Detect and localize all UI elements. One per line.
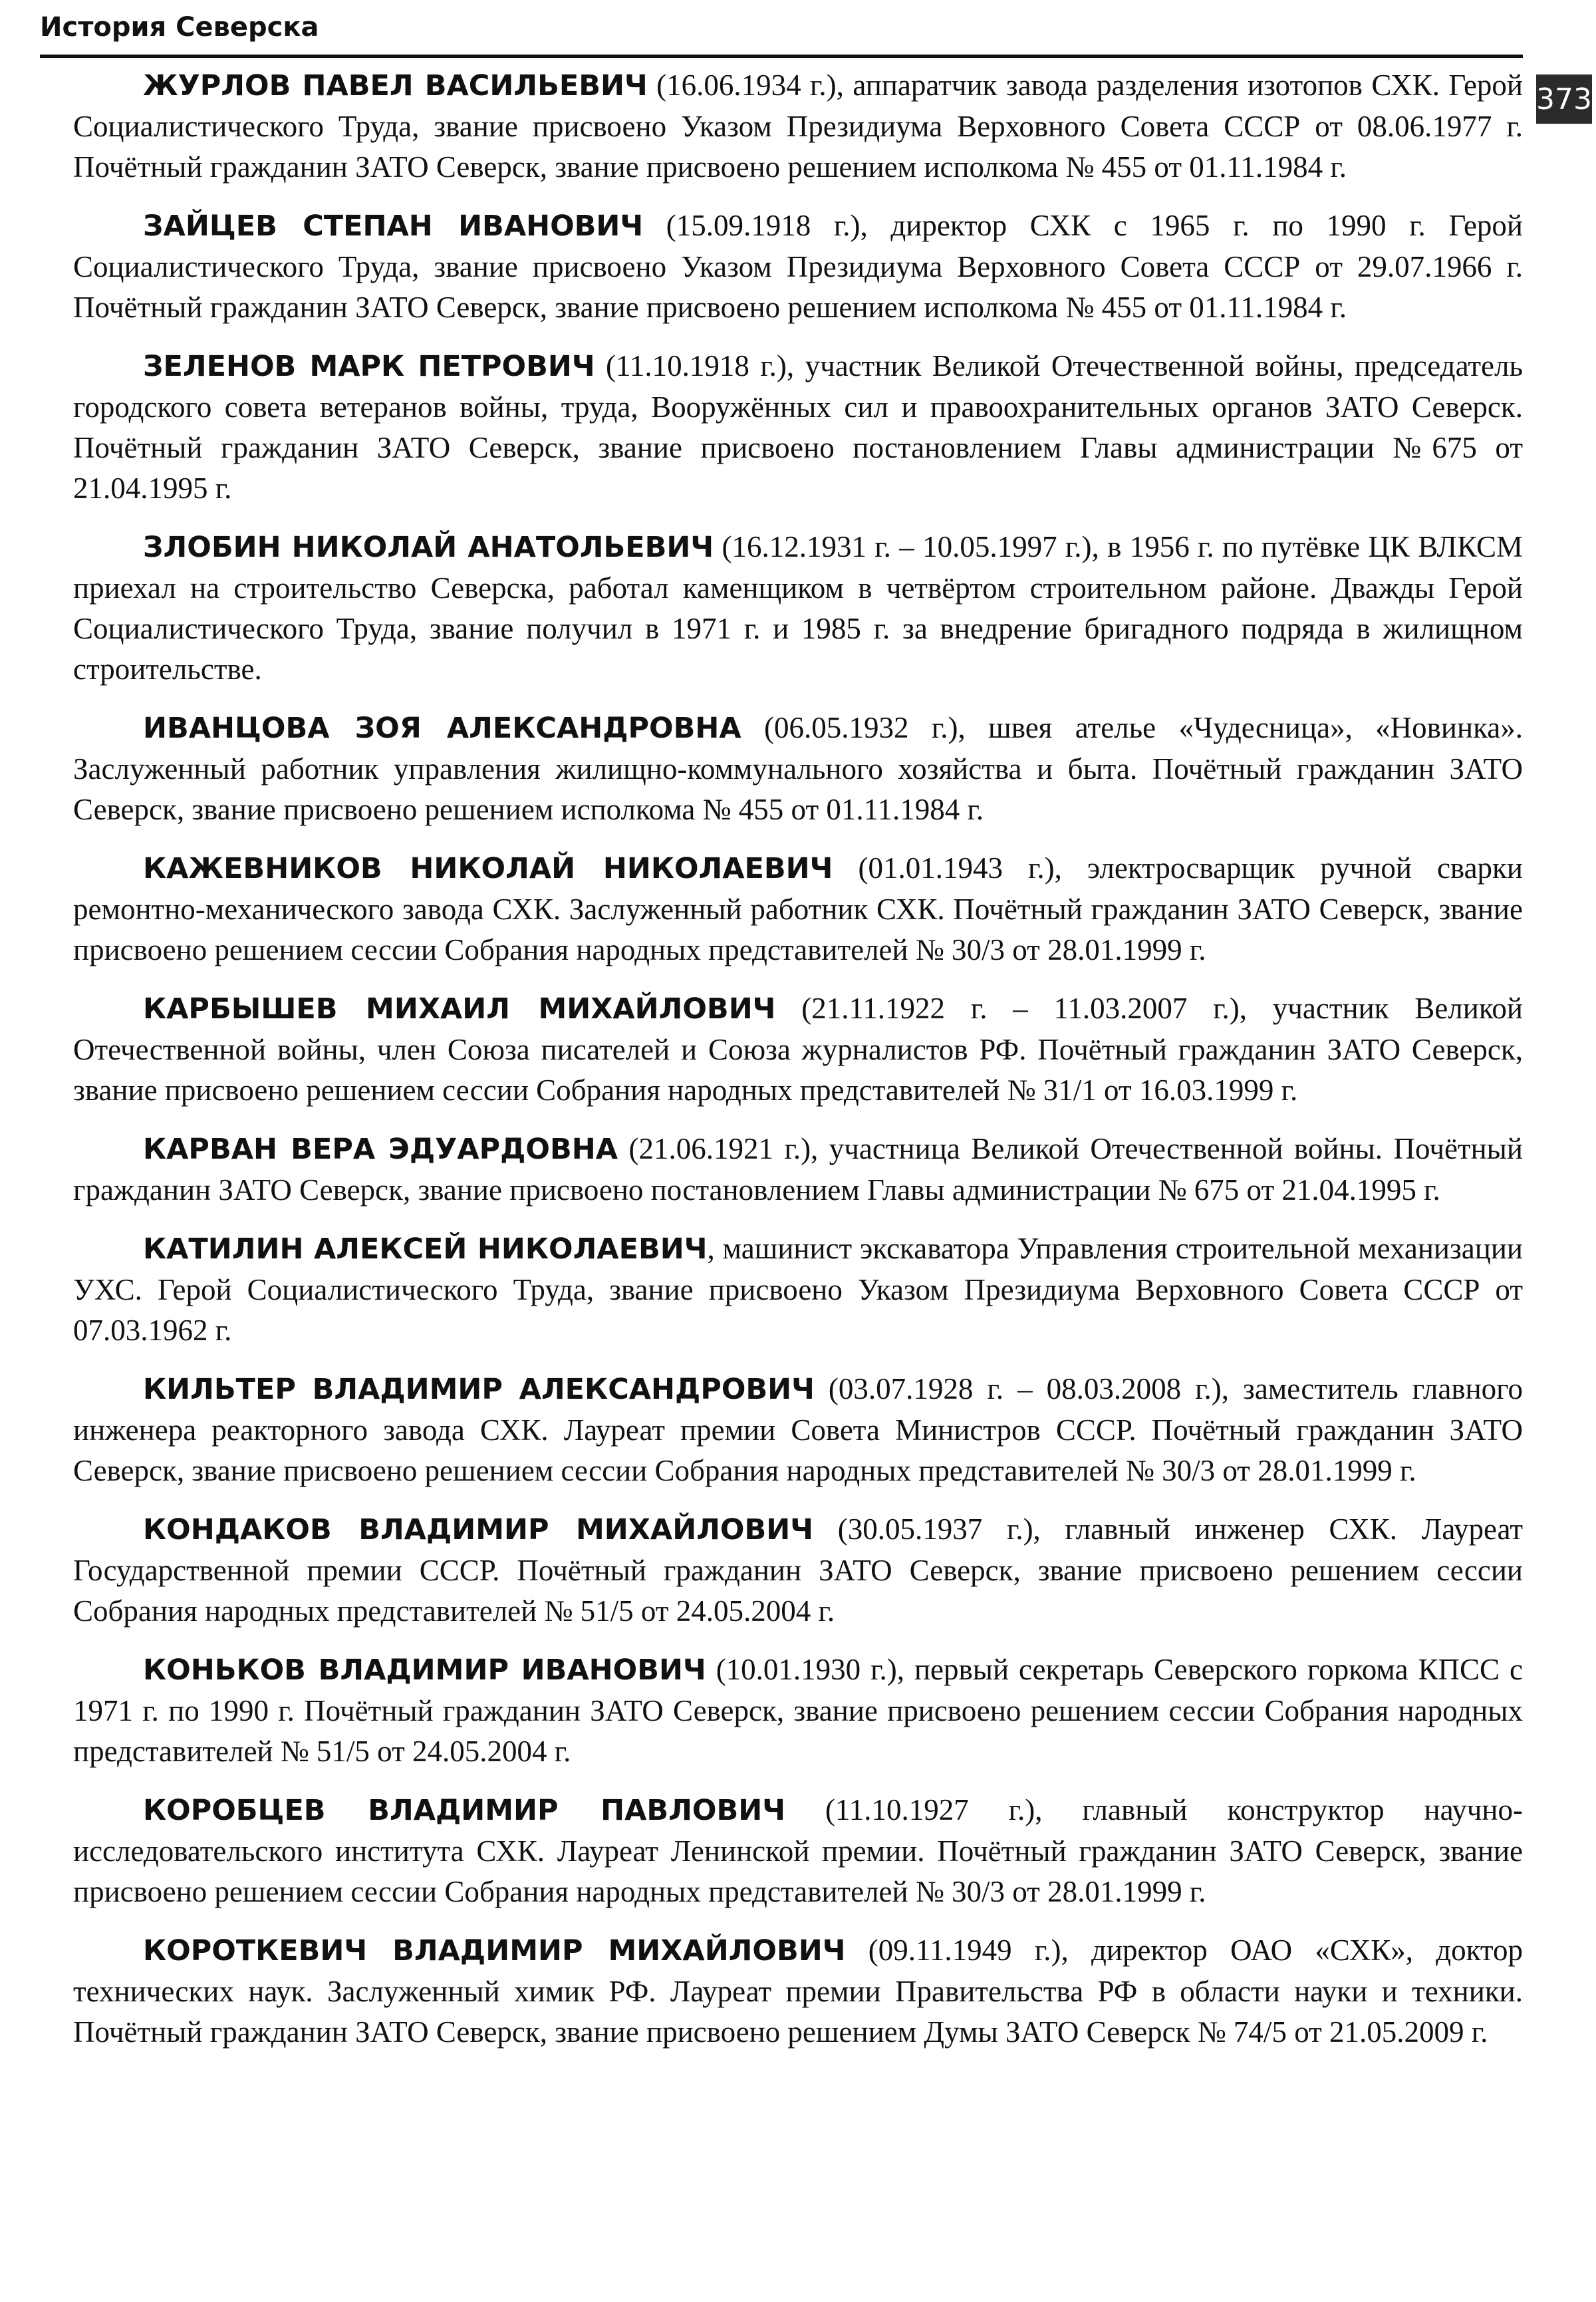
entry-name: ИВАНЦОВА ЗОЯ АЛЕКСАНДРОВНА: [143, 712, 741, 745]
entry-text: (10.01.1930 г.), первый секретарь Северского горкома КПСС с 1971 г. по 1990 г. Почётный гражданин ЗАТО Северск, звание присвоено решением сессии Собрания народных представителей № 51/5 от 24.05.2004 г.: [73, 1653, 1523, 1768]
entries-list: [73, 65, 1523, 2071]
running-header: История Северска: [40, 12, 319, 43]
entry-text: (30.05.1937 г.), главный инженер СХК. Лауреат Государственной премии СССР. Почётный гражданин ЗАТО Северск, звание присвоено решением сессии Собрания народных представителей № 51/5 от 24.05.2004 г.: [73, 1512, 1523, 1628]
entry-text: (03.07.1928 г. – 08.03.2008 г.), заместитель главного инженера реакторного завода СХК. Лауреат премии Совета Министров СССР. Почётный гражданин ЗАТО Северск, звание присвоено решением сессии Собрания народных представителей № 30/3 от 28.01.1999 г.: [73, 1372, 1523, 1487]
entry-text: (06.05.1932 г.), швея ателье «Чудесница», «Новинка». Заслуженный работник управления жилищно-коммунального хозяйства и быта. Почётный гражданин ЗАТО Северск, звание присвоено решением исполкома № 455 от 01.11.1984 г.: [73, 711, 1523, 826]
entry-text: (16.06.1934 г.), аппаратчик завода разделения изотопов СХК. Герой Социалистического Труда, звание присвоено Указом Президиума Верховного Совета СССР от 08.06.1977 г. Почётный гражданин ЗАТО Северск, звание присвоено решением исполкома № 455 от 01.11.1984 г.: [73, 69, 1524, 184]
header-rule: [40, 55, 1523, 58]
entry: [73, 708, 1523, 830]
entry-text: (11.10.1918 г.), участник Великой Отечественной войны, председатель городского совета ветеранов войны, труда, Вооружённых сил и правоохранительных органов ЗАТО Северск. Почётный гражданин ЗАТО Северск, звание присвоено постановлением Главы администрации №675 от 21.04.1995 г.: [73, 349, 1523, 505]
entry-name: КОНЬКОВ ВЛАДИМИР ИВАНОВИЧ: [143, 1654, 706, 1687]
entry: [73, 1790, 1523, 1912]
entry-text: (21.06.1921 г.), участница Великой Отечественной войны. Почётный гражданин ЗАТО Северск, звание присвоено постановлением Главы администрации № 675 от 21.04.1995 г.: [73, 1132, 1523, 1207]
entry-text: (09.11.1949 г.), директор ОАО «СХК», доктор технических наук. Заслуженный химик РФ. Лауреат премии Правительства РФ в области науки и техники. Почётный гражданин ЗАТО Северск, звание присвоено решением Думы ЗАТО Северск № 74/5 от 21.05.2009 г.: [73, 1934, 1523, 2049]
entry-text: (16.12.1931 г. – 10.05.1997 г.), в 1956 г. по путёвке ЦК ВЛКСМ приехал на строительство Северска, работал каменщиком в четвёртом строительном районе. Дважды Герой Социалистического Труда, звание получил в 1971 г. и 1985 г. за внедрение бригадного подряда в жилищном строительстве.: [73, 530, 1524, 686]
entry-text: (11.10.1927 г.), главный конструктор научно-исследовательского института СХК. Лауреат Ленинской премии. Почётный гражданин ЗАТО Северск, звание присвоено решением сессии Собрания народных представителей № 30/3 от 28.01.1999 г.: [73, 1793, 1523, 1908]
entry: [73, 65, 1523, 188]
entry-name: КОНДАКОВ ВЛАДИМИР МИХАЙЛОВИЧ: [143, 1513, 813, 1546]
entry-text: (01.01.1943 г.), электросварщик ручной сварки ремонтно-механического завода СХК. Заслуженный работник СХК. Почётный гражданин ЗАТО Северск, звание присвоено решением сессии Собрания народных представителей № 30/3 от 28.01.1999 г.: [73, 851, 1523, 966]
entry: [73, 1228, 1523, 1351]
entry: [73, 1509, 1523, 1632]
entry-text: (21.11.1922 г. – 11.03.2007 г.), участник Великой Отечественной войны, член Союза писателей и Союза журналистов РФ. Почётный гражданин ЗАТО Северск, звание присвоено решением сессии Собрания народных представителей № 31/1 от 16.03.1999 г.: [73, 992, 1523, 1107]
entry: [73, 1129, 1523, 1211]
entry-name: КАТИЛИН АЛЕКСЕЙ НИКОЛАЕВИЧ: [143, 1232, 708, 1266]
entry-name: ЖУРЛОВ ПАВЕЛ ВАСИЛЬЕВИЧ: [143, 69, 648, 102]
entry-name: КАРБЫШЕВ МИХАИЛ МИХАЙЛОВИЧ: [143, 992, 776, 1026]
entry: [73, 848, 1523, 970]
entry-name: КОРОТКЕВИЧ ВЛАДИМИР МИХАЙЛОВИЧ: [143, 1934, 846, 1967]
entry: [73, 1650, 1523, 1772]
entry: [73, 206, 1523, 328]
entry: [73, 988, 1523, 1111]
entry: [73, 527, 1523, 690]
entry-name: КАЖЕВНИКОВ НИКОЛАЙ НИКОЛАЕВИЧ: [143, 852, 833, 885]
entry-name: КАРВАН ВЕРА ЭДУАРДОВНА: [143, 1133, 618, 1166]
entry-text: (15.09.1918 г.), директор СХК с 1965 г. по 1990 г. Герой Социалистического Труда, звание присвоено Указом Президиума Верховного Совета СССР от 29.07.1966 г. Почётный гражданин ЗАТО Северск, звание присвоено решением исполкома № 455 от 01.11.1984 г.: [73, 209, 1523, 324]
entry: [73, 1930, 1523, 2053]
entry: [73, 1369, 1523, 1491]
entry-name: КИЛЬТЕР ВЛАДИМИР АЛЕКСАНДРОВИЧ: [143, 1373, 815, 1406]
entry-name: КОРОБЦЕВ ВЛАДИМИР ПАВЛОВИЧ: [143, 1794, 785, 1827]
entry-text: , машинист экскаватора Управления строительной механизации УХС. Герой Социалистического Труда, звание присвоено Указом Президиума Верховного Совета СССР от 07.03.1962 г.: [73, 1232, 1523, 1347]
page-number: 373: [1536, 74, 1592, 124]
entry-name: ЗАЙЦЕВ СТЕПАН ИВАНОВИЧ: [143, 210, 644, 243]
entry-name: ЗЕЛЕНОВ МАРК ПЕТРОВИЧ: [143, 350, 595, 383]
entry-name: ЗЛОБИН НИКОЛАЙ АНАТОЛЬЕВИЧ: [143, 531, 714, 564]
entry: [73, 346, 1523, 509]
